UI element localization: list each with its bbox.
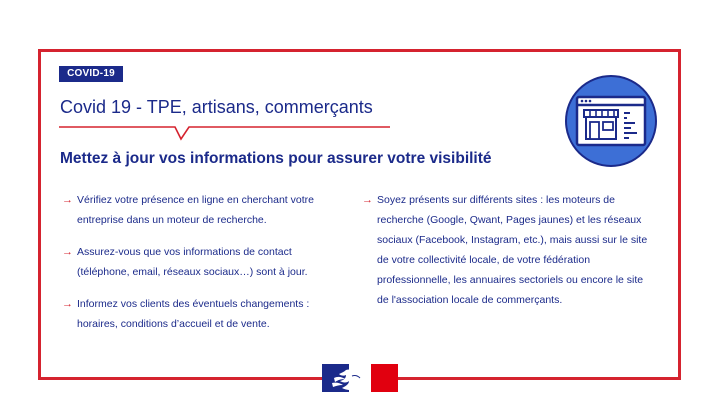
list-item-text: Vérifiez votre présence en ligne en cherchant votre entreprise dans un moteur de recherche.: [77, 194, 314, 226]
list-item: [362, 190, 652, 310]
list-item: [62, 190, 330, 230]
storefront-browser-icon: [563, 73, 659, 169]
list-item: [62, 242, 330, 282]
right-list: [362, 190, 652, 322]
covid-badge: COVID-19: [59, 66, 123, 82]
list-item: [62, 294, 330, 334]
list-item-text: Soyez présents sur différents sites : les moteurs de recherche (Google, Qwant, Pages jaunes) et les réseaux sociaux (Facebook, Instagram, etc.), mais aussi sur le site de votre collectivité locale, de votre fédération professionnelle, les annuaires sectoriels ou encore le site de l'association locale de commerçants.: [377, 194, 648, 306]
left-list: [62, 190, 330, 346]
arrow-right-icon: →: [362, 194, 373, 206]
page-title: Covid 19 - TPE, artisans, commerçants: [60, 97, 373, 117]
arrow-right-icon: →: [62, 194, 73, 206]
section-subtitle: Mettez à jour vos informations pour assurer votre visibilité: [60, 150, 492, 167]
arrow-right-icon: →: [62, 298, 73, 310]
list-item-text: Informez vos clients des éventuels changements : horaires, conditions d’accueil et de vente.: [77, 298, 310, 330]
speech-bubble-underline: [57, 124, 391, 144]
list-item-text: Assurez-vous que vos informations de contact (téléphone, email, réseaux sociaux…) sont à jour.: [77, 246, 308, 278]
marianne-emblem: [322, 364, 398, 392]
arrow-right-icon: →: [62, 246, 73, 258]
